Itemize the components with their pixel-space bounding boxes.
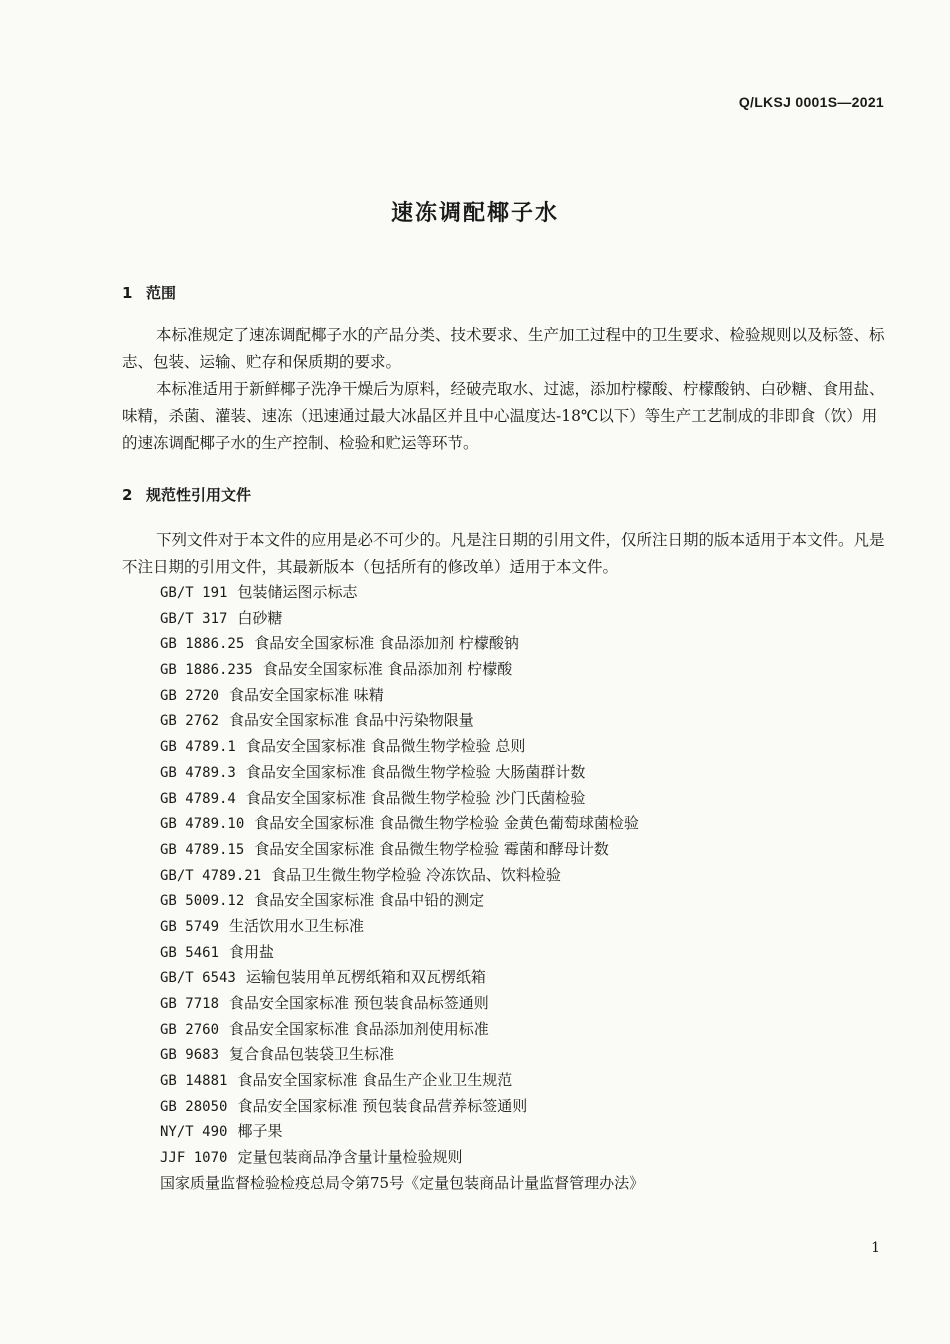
reference-item [160, 1042, 644, 1068]
section-title: 规范性引用文件 [146, 486, 252, 504]
reference-item [160, 606, 644, 632]
reference-item [160, 888, 644, 914]
scope-paragraph-1: 本标准规定了速冻调配椰子水的产品分类、技术要求、生产加工过程中的卫生要求、检验规则以及标签、标志、包装、运输、贮存和保质期的要求。 [122, 326, 885, 371]
reference-item [160, 837, 644, 863]
reference-title: 白砂糖 [237, 608, 283, 627]
reference-item [160, 1017, 644, 1043]
reference-code: GB 2762 [160, 713, 220, 730]
section-heading-references [122, 484, 251, 505]
reference-code: GB/T 191 [160, 585, 228, 601]
reference-list [160, 580, 644, 1197]
reference-item [160, 965, 644, 991]
page-number: 1 [871, 1240, 880, 1256]
reference-code: GB 4789.15 [160, 841, 245, 858]
references-intro-paragraph: 下列文件对于本文件的应用是必不可少的。凡是注日期的引用文件，仅所注日期的版本适用于本文件。凡是不注日期的引用文件，其最新版本（包括所有的修改单）适用于本文件。 [122, 531, 885, 576]
reference-item [160, 734, 644, 760]
reference-code: GB 1886.235 [160, 662, 253, 679]
reference-title: 食品安全国家标准 食品微生物学检验 大肠菌群计数 [245, 762, 586, 781]
reference-title: 食品安全国家标准 食品添加剂 柠檬酸钠 [254, 634, 519, 653]
reference-title: 食用盐 [229, 942, 275, 961]
reference-code: GB 4789.1 [160, 739, 236, 756]
reference-item [160, 760, 644, 786]
document-title: 速冻调配椰子水 [390, 201, 559, 226]
reference-item [160, 631, 644, 657]
reference-code: GB 7718 [160, 996, 220, 1012]
section-title: 范围 [146, 284, 177, 302]
reference-title: 食品卫生微生物学检验 冷冻饮品、饮料检验 [271, 865, 561, 884]
reference-item [160, 1068, 644, 1094]
reference-code: GB 4789.4 [160, 790, 236, 807]
reference-title: 定量包装商品净含量计量检验规则 [237, 1148, 463, 1167]
reference-title: 食品安全国家标准 预包装食品标签通则 [229, 994, 489, 1012]
reference-item [160, 683, 644, 709]
reference-title: 运输包装用单瓦楞纸箱和双瓦楞纸箱 [245, 968, 486, 987]
reference-title: 生活饮用水卫生标准 [229, 916, 365, 935]
reference-title: 包装储运图示标志 [237, 583, 358, 601]
reference-item [160, 1094, 644, 1120]
reference-title: 椰子果 [237, 1122, 283, 1141]
reference-title: 复合食品包装袋卫生标准 [229, 1045, 395, 1064]
reference-code: GB 5461 [160, 944, 220, 961]
reference-code: NY/T 490 [160, 1124, 228, 1141]
reference-title: 食品安全国家标准 食品微生物学检验 霉菌和酵母计数 [254, 839, 609, 858]
standard-code: Q/LKSJ 0001S—2021 [738, 94, 884, 110]
reference-title: 食品安全国家标准 味精 [229, 685, 384, 704]
reference-title: 国家质量监督检验检疫总局令第75号《定量包装商品计量监督管理办法》 [160, 1173, 645, 1192]
reference-item [160, 1171, 644, 1197]
reference-code: GB/T 317 [160, 610, 228, 627]
reference-item [160, 863, 644, 889]
reference-code: GB 5009.12 [160, 893, 245, 910]
section-heading-scope [122, 282, 176, 303]
reference-code: GB/T 6543 [160, 970, 236, 987]
reference-code: JJF 1070 [160, 1150, 228, 1167]
reference-title: 食品安全国家标准 食品添加剂 柠檬酸 [262, 660, 513, 679]
reference-item [160, 708, 644, 734]
section-number: 1 [122, 284, 133, 302]
reference-code: GB 4789.10 [160, 816, 245, 833]
reference-code: GB 9683 [160, 1047, 220, 1064]
reference-title: 食品安全国家标准 食品添加剂使用标准 [229, 1019, 489, 1038]
reference-title: 食品安全国家标准 食品生产企业卫生规范 [237, 1071, 513, 1090]
reference-title: 食品安全国家标准 食品中铅的测定 [254, 891, 485, 910]
reference-code: GB 4789.3 [160, 764, 236, 781]
reference-code: GB 1886.25 [160, 636, 245, 653]
section-number: 2 [122, 486, 133, 504]
reference-item [160, 1145, 644, 1171]
reference-code: GB 2760 [160, 1021, 220, 1038]
reference-item [160, 914, 644, 940]
reference-title: 食品安全国家标准 食品微生物学检验 沙门氏菌检验 [245, 788, 586, 807]
reference-title: 食品安全国家标准 食品中污染物限量 [229, 711, 474, 730]
reference-item [160, 991, 644, 1017]
scope-paragraph-2: 本标准适用于新鲜椰子洗净干燥后为原料，经破壳取水、过滤，添加柠檬酸、柠檬酸钠、白砂糖、食用盐、味精，杀菌、灌装、速冻（迅速通过最大冰晶区并且中心温度达-18℃以下）等生产工艺制成的非即食（饮）用的速冻调配椰子水的生产控制、检验和贮运等环节。 [122, 380, 885, 452]
reference-title: 食品安全国家标准 预包装食品营养标签通则 [237, 1096, 528, 1115]
reference-item [160, 1119, 644, 1145]
reference-item [160, 786, 644, 812]
reference-code: GB 14881 [160, 1073, 228, 1090]
reference-title: 食品安全国家标准 食品微生物学检验 总则 [245, 737, 526, 756]
reference-item [160, 657, 644, 683]
reference-item [160, 580, 644, 606]
reference-code: GB 5749 [160, 918, 220, 935]
reference-item [160, 940, 644, 966]
reference-code: GB 2720 [160, 687, 220, 704]
reference-code: GB/T 4789.21 [160, 867, 262, 884]
reference-title: 食品安全国家标准 食品微生物学检验 金黄色葡萄球菌检验 [254, 814, 639, 833]
reference-code: GB 28050 [160, 1098, 228, 1115]
reference-item [160, 811, 644, 837]
